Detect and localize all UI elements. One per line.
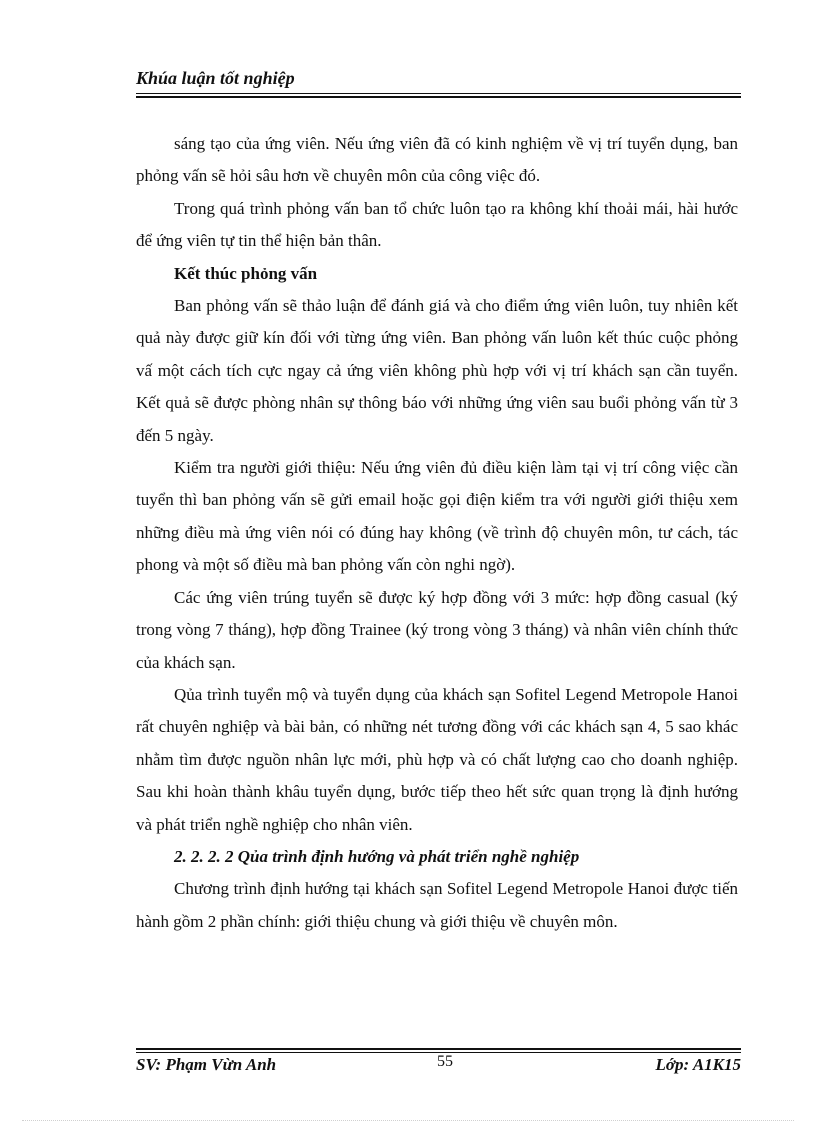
paragraph-orientation-program: Chương trình định hướng tại khách sạn Sofitel Legend Metropole Hanoi được tiến hành gồm 2 phần chính: giới thiệu chung và giới thiệu về chuyên môn. <box>136 879 738 931</box>
paragraph-continuation: sáng tạo của ứng viên. Nếu ứng viên đã có kinh nghiệm về vị trí tuyển dụng, ban phỏng vấn sẽ hỏi sâu hơn về chuyên môn của công việc đó. <box>136 134 738 186</box>
page-number: 55 <box>437 1053 453 1070</box>
paragraph-interview-result: Ban phỏng vấn sẽ thảo luận để đánh giá và cho điểm ứng viên luôn, tuy nhiên kết quả này được giữ kín đối với từng ứng viên. Ban phỏng vấn luôn kết thúc cuộc phỏng vấ một cách tích cực ngay cả ứng viên không phù hợp với vị trí khách sạn cần tuyển. Kết quả sẽ được phòng nhân sự thông báo với những ứng viên sau buổi phỏng vấn từ 3 đến 5 ngày. <box>136 296 738 445</box>
paragraph-recruitment-summary: Qủa trình tuyển mộ và tuyển dụng của khách sạn Sofitel Legend Metropole Hanoi rất chuyên nghiệp và bài bản, có những nét tương đồng với các khách sạn 4, 5 sao khác nhằm tìm được nguồn nhân lực mới, phù hợp và có chất lượng cao cho doanh nghiệp. Sau khi hoàn thành khâu tuyển dụng, bước tiếp theo hết sức quan trọng là định hướng và phát triển nghề nghiệp cho nhân viên. <box>136 684 738 834</box>
page-edge-dotted-line <box>22 1120 794 1121</box>
paragraph-contracts: Các ứng viên trúng tuyển sẽ được ký hợp đồng với 3 mức: hợp đồng casual (ký trong vòng 7 tháng), hợp đồng Trainee (ký trong vòng 3 tháng) và nhân viên chính thức của khách sạn. <box>136 587 738 672</box>
document-header-title: Khúa luận tốt nghiệp <box>136 68 295 88</box>
section-heading-orientation: 2. 2. 2. 2 Qủa trình định hướng và phát triển nghề nghiệp <box>174 846 580 866</box>
header-rule <box>136 93 741 94</box>
paragraph-reference-check: Kiểm tra người giới thiệu: Nếu ứng viên đủ điều kiện làm tại vị trí công việc cần tuyển thì ban phỏng vấn sẽ gửi email hoặc gọi điện kiểm tra với người giới thiệu xem những điều mà ứng viên nói có đúng hay không (về trình độ chuyên môn, tư cách, tác phong và một số điều mà ban phỏng vấn còn nghi ngờ). <box>136 458 738 575</box>
paragraph-interview-atmosphere: Trong quá trình phỏng vấn ban tổ chức luôn tạo ra không khí thoải mái, hài hước để ứng viên tự tin thể hiện bản thân. <box>136 198 738 251</box>
document-body <box>136 128 738 938</box>
section-heading-end-interview: Kết thúc phỏng vấn <box>174 263 318 283</box>
footer-rule-thick <box>136 1048 741 1050</box>
footer-class: Lớp: A1K15 <box>655 1055 741 1074</box>
header-rule-thick <box>136 96 741 98</box>
footer-student-name: SV: Phạm Vừn Anh <box>136 1055 277 1074</box>
